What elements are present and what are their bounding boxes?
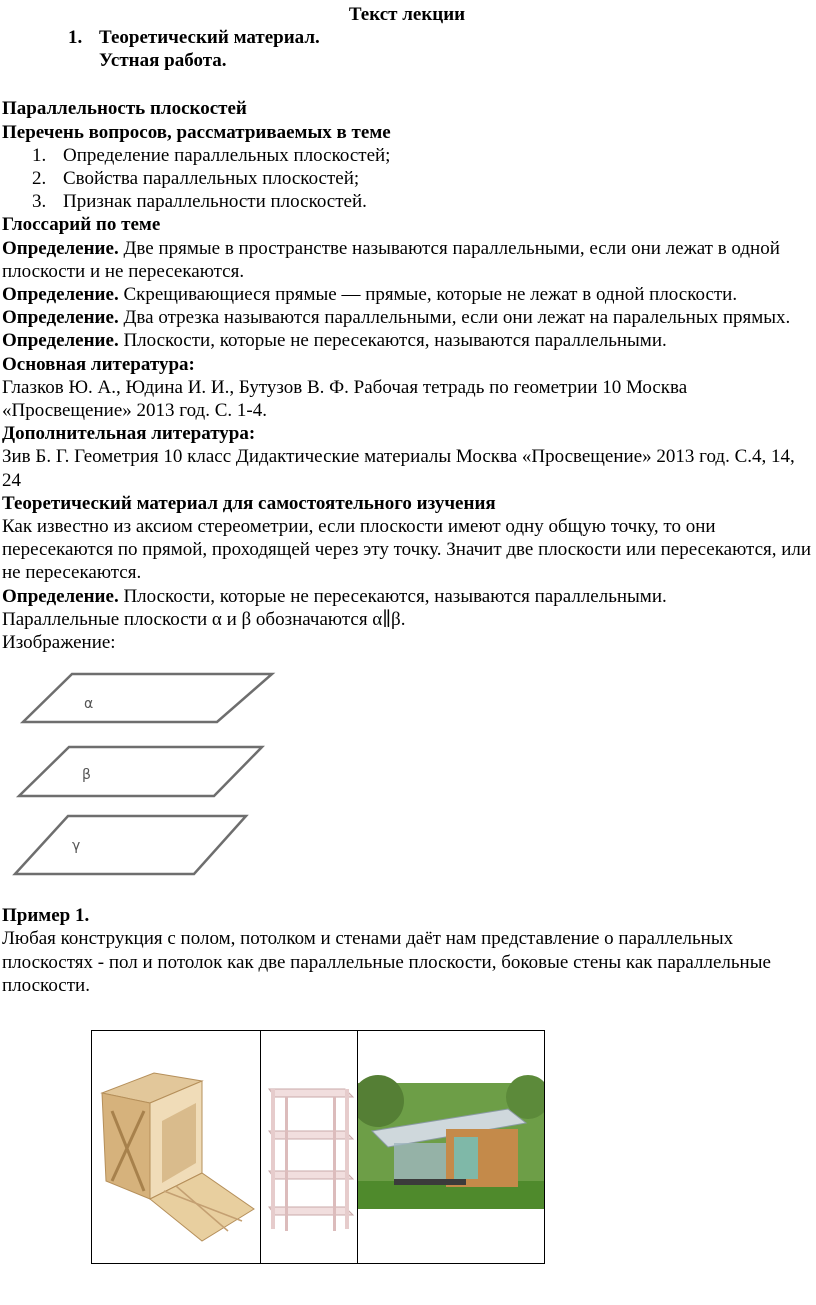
plane-beta bbox=[19, 747, 262, 796]
glossary-text: Скрещивающиеся прямые — прямые, которые не лежат в одной плоскости. bbox=[118, 284, 738, 306]
parallel-planes-figure bbox=[2, 654, 812, 904]
plane-gamma-label: γ bbox=[72, 838, 81, 855]
plane-beta-label: β bbox=[82, 767, 91, 784]
shelf-cell bbox=[261, 1031, 358, 1264]
shelf-image bbox=[261, 1031, 357, 1257]
extra-literature-text: Зив Б. Г. Геометрия 10 класс Дидактические материалы Москва «Просвещение» 2013 год. С.4, 14, 24 bbox=[2, 446, 795, 491]
list-item-number: 1. bbox=[32, 144, 47, 166]
list-item-number: 2. bbox=[32, 168, 47, 190]
header-item-line-2: Устная работа. bbox=[99, 50, 227, 72]
crate-cell bbox=[92, 1031, 261, 1264]
topic-heading: Параллельность плоскостей bbox=[2, 98, 247, 120]
theory-definition-text: Плоскости, которые не пересекаются, называются параллельными. bbox=[118, 585, 667, 607]
list-item-number: 3. bbox=[32, 191, 47, 213]
glossary-text: Две прямые в пространстве называются параллельными, если они лежат в одной плоскости и не пересекаются. bbox=[2, 237, 780, 282]
questions-list bbox=[2, 144, 812, 214]
plane-alpha bbox=[23, 674, 272, 722]
definition-label: Определение. bbox=[2, 330, 119, 352]
list-item-text: Признак параллельности плоскостей. bbox=[63, 191, 367, 213]
theory-definition bbox=[2, 585, 812, 608]
definition-label: Определение. bbox=[2, 585, 119, 607]
header-item-line-1: Теоретический материал. bbox=[99, 27, 320, 48]
house-cell bbox=[358, 1031, 545, 1264]
glossary-entry bbox=[2, 237, 812, 283]
definition-label: Определение. bbox=[2, 237, 119, 259]
extra-literature-heading: Дополнительная литература: bbox=[2, 423, 256, 445]
blank-line bbox=[2, 72, 812, 95]
notation-text: Параллельные плоскости α и β обозначаются α∥β. bbox=[2, 608, 406, 630]
theory-heading: Теоретический материал для самостоятельного изучения bbox=[2, 492, 496, 514]
glossary-entry bbox=[2, 329, 812, 352]
list-item-text: Определение параллельных плоскостей; bbox=[63, 144, 391, 166]
header-item-number: 1. bbox=[68, 27, 83, 48]
glossary-text: Плоскости, которые не пересекаются, называются параллельными. bbox=[118, 330, 667, 352]
wooden-crate-image bbox=[92, 1031, 260, 1257]
header-list-item bbox=[2, 26, 812, 72]
main-literature-heading: Основная литература: bbox=[2, 353, 195, 375]
plane-gamma bbox=[15, 816, 246, 874]
questions-heading: Перечень вопросов, рассматриваемых в теме bbox=[2, 121, 391, 143]
image-caption: Изображение: bbox=[2, 632, 116, 654]
list-item bbox=[2, 144, 812, 167]
definition-label: Определение. bbox=[2, 284, 119, 306]
glossary-entry bbox=[2, 306, 812, 329]
glossary-text: Два отрезка называются параллельными, если они лежат на паралельных прямых. bbox=[118, 307, 791, 329]
planes-diagram bbox=[2, 654, 302, 904]
example-heading: Пример 1. bbox=[2, 905, 90, 927]
list-item-text: Свойства параллельных плоскостей; bbox=[63, 168, 360, 190]
plane-alpha-label: α bbox=[84, 696, 94, 713]
doc-title: Текст лекции bbox=[348, 4, 466, 25]
examples-table bbox=[91, 1030, 545, 1264]
list-item bbox=[2, 167, 812, 190]
header-list bbox=[2, 26, 812, 72]
glossary-heading: Глоссарий по теме bbox=[2, 214, 161, 236]
list-item bbox=[2, 190, 812, 213]
glossary-entry bbox=[2, 283, 812, 306]
theory-paragraph: Как известно из аксиом стереометрии, если плоскости имеют одну общую точку, то они пересекаются по прямой, проходящей через эту точку. Значит две плоскости или пересекаются, или не пересекаются. bbox=[2, 516, 812, 584]
example-text: Любая конструкция с полом, потолком и стенами даёт нам представление о параллельных плоскостях - пол и потолок как две параллельные плоскости, боковые стены как параллельные плоскости. bbox=[2, 928, 771, 996]
main-literature-text: Глазков Ю. А., Юдина И. И., Бутузов В. Ф. Рабочая тетрадь по геометрии 10 Москва «Просвещение» 2013 год. С. 1-4. bbox=[2, 376, 688, 422]
house-image bbox=[358, 1031, 544, 1257]
definition-label: Определение. bbox=[2, 307, 119, 329]
